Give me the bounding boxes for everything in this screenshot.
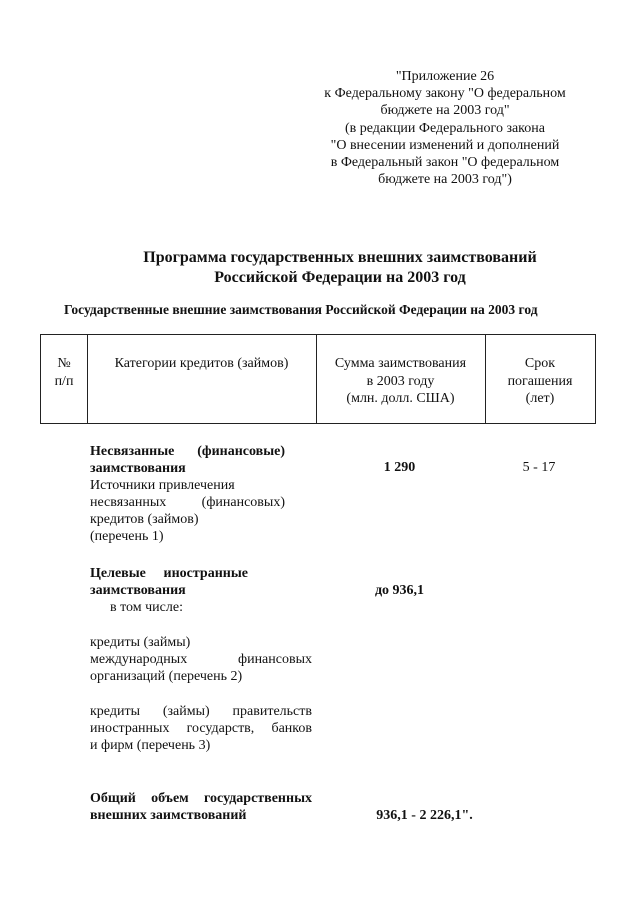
appendix-line: бюджете на 2003 год") — [378, 172, 512, 188]
header-term-line: Срок — [524, 356, 556, 371]
row-title-line: Общий объем государственных — [90, 791, 312, 806]
header-number-line: п/п — [54, 373, 74, 389]
row-text-line: кредитов (займов) — [90, 512, 199, 527]
table-row-foreign-govts — [90, 703, 312, 754]
table-row-targeted — [90, 565, 248, 616]
header-number-line: № — [57, 356, 71, 371]
program-title-line: Российской Федерации на 2003 год — [214, 269, 466, 286]
header-category-line: Категории кредитов (займов) — [114, 356, 289, 371]
amount-value: до 936,1 — [374, 583, 425, 598]
row-text-line: несвязанных (финансовых) — [90, 495, 285, 510]
header-amount-line: (млн. долл. США) — [346, 391, 455, 406]
header-term-line: (лет) — [525, 391, 555, 406]
header-amount-line: в 2003 году — [366, 373, 435, 389]
row-text-line: (перечень 1) — [90, 529, 164, 544]
table-row-total — [90, 790, 312, 824]
section-subtitle: Государственные внешние заимствования Российской Федерации на 2003 год — [64, 302, 538, 317]
table-row-untied — [90, 443, 285, 545]
table-row-intl-orgs — [90, 634, 312, 685]
appendix-line: к Федеральному закону "О федеральном — [324, 86, 566, 102]
appendix-line: "О внесении изменений и дополнений — [330, 137, 560, 153]
row-text-line: кредиты (займы) — [90, 635, 191, 650]
row-title-line: Несвязанные (финансовые) — [90, 444, 285, 459]
row-title-line: заимствования — [90, 461, 186, 476]
appendix-line: бюджете на 2003 год" — [380, 103, 510, 119]
row-text-line: организаций (перечень 2) — [90, 669, 243, 684]
row-text-line: в том числе: — [110, 600, 183, 615]
header-category — [87, 335, 316, 423]
appendix-line: "Приложение 26 — [395, 69, 495, 84]
row-text-line: иностранных государств, банков — [90, 721, 312, 736]
row-text-line: Источники привлечения — [90, 478, 235, 493]
appendix-line: в Федеральный закон "О федеральном — [330, 155, 560, 171]
row-text-line: международных финансовых — [90, 652, 312, 667]
row-title-line: внешних заимствований — [90, 808, 247, 823]
term-value: 5 - 17 — [522, 460, 556, 475]
appendix-line: (в редакции Федерального закона — [345, 120, 545, 136]
row-text-line: и фирм (перечень 3) — [90, 738, 211, 753]
header-amount — [316, 335, 485, 423]
row-text-line: кредиты (займы) правительств — [90, 704, 312, 719]
appendix-reference — [300, 68, 590, 188]
header-term — [485, 335, 595, 423]
amount-value: 936,1 - 2 226,1". — [376, 808, 473, 823]
header-number — [41, 335, 87, 423]
row-title-line: заимствования — [90, 583, 186, 598]
header-term-line: погашения — [507, 373, 573, 389]
program-title-line: Программа государственных внешних заимствований — [143, 249, 537, 266]
header-amount-line: Сумма заимствования — [334, 356, 467, 371]
table-header — [40, 334, 596, 424]
row-title-line: Целевые иностранные — [90, 566, 248, 581]
amount-value: 1 290 — [383, 460, 416, 475]
program-title — [60, 248, 620, 288]
